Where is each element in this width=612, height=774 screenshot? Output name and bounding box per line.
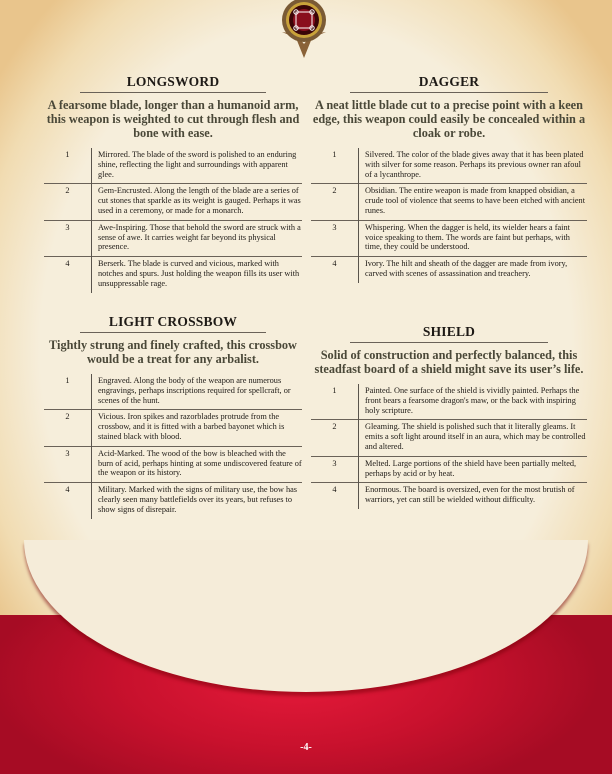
gem-emblem-icon	[272, 0, 336, 58]
roll-number: 4	[44, 483, 92, 519]
roll-number: 1	[311, 148, 359, 184]
roll-result: Gem-Encrusted. Along the length of the blade are a series of cut stones that sparkle as its weight is gauged. Perhaps it was used in a ceremony, or made for a monarch.	[92, 184, 303, 220]
roll-number: 1	[311, 384, 359, 420]
roll-result: Acid-Marked. The wood of the bow is bleached with the burn of acid, perhaps hinting at some undiscovered feature of the weapon or its history.	[92, 446, 303, 482]
section-dagger	[311, 74, 587, 283]
roll-number: 4	[311, 483, 359, 509]
table-row	[311, 220, 587, 256]
roll-result: Mirrored. The blade of the sword is polished to an enduring shine, reflecting the light and surroundings with apparent glee.	[98, 150, 297, 179]
table-row	[311, 184, 587, 220]
roll-number: 2	[311, 420, 359, 456]
divider	[350, 342, 549, 343]
table-row	[44, 446, 302, 482]
roll-result: Awe-Inspiring. Those that behold the sword are struck with a sense of awe. It carries weight far beyond its physical presence.	[92, 220, 303, 256]
table-row	[44, 374, 302, 410]
roll-table	[44, 148, 302, 293]
table-row	[311, 257, 587, 283]
roll-result: Whispering. When the dagger is held, its wielder hears a faint voice speaking to them. The words are faint but perhaps, with time, they could be understood.	[359, 220, 588, 256]
roll-number: 3	[44, 220, 92, 256]
roll-result: Berserk. The blade is curved and vicious, marked with notches and spurs. Just holding the weapon fills its user with unsuppressable rage.	[92, 257, 303, 293]
roll-number: 2	[44, 184, 92, 220]
divider	[80, 332, 266, 333]
divider	[350, 92, 549, 93]
table-row	[44, 410, 302, 446]
table-row	[44, 184, 302, 220]
section-shield	[311, 324, 587, 509]
table-row	[44, 483, 302, 519]
roll-number: 3	[311, 220, 359, 256]
section-light-crossbow	[44, 314, 302, 519]
roll-result: Melted. Large portions of the shield have been partially melted, perhaps by acid or by heat.	[359, 456, 588, 483]
section-title: SHIELD	[422, 324, 476, 339]
section-title: LIGHT CROSSBOW	[108, 314, 238, 329]
roll-result: Obsidian. The entire weapon is made from knapped obsidian, a crude tool of violence that seems to have been etched with ancient runes.	[359, 184, 588, 220]
table-row	[311, 483, 587, 509]
section-title: DAGGER	[418, 74, 480, 89]
roll-result: Engraved. Along the body of the weapon are numerous engravings, perhaps inscriptions required for spellcraft, or scenes of the hunt.	[98, 376, 291, 405]
roll-result: Ivory. The hilt and sheath of the dagger are made from ivory, carved with scenes of assassination and treachery.	[359, 257, 588, 283]
roll-number: 3	[311, 456, 359, 483]
roll-number: 4	[44, 257, 92, 293]
table-row	[44, 220, 302, 256]
roll-number: 2	[44, 410, 92, 446]
table-row	[311, 420, 587, 456]
roll-table	[311, 148, 587, 283]
section-description: Solid of construction and perfectly balanced, this steadfast board of a shield might save its user’s life.	[314, 348, 584, 376]
roll-table	[311, 384, 587, 509]
section-title: LONGSWORD	[126, 74, 220, 89]
roll-result: Military. Marked with the signs of military use, the bow has clearly seen many battlefields over its years, but refuses to show signs of disrepair.	[92, 483, 303, 519]
roll-number: 3	[44, 446, 92, 482]
table-row	[311, 384, 587, 420]
table-row	[311, 456, 587, 483]
divider	[80, 92, 266, 93]
roll-result: Painted. One surface of the shield is vividly painted. Perhaps the front bears a fearsome dragon's maw, or the back with inspiring holy scripture.	[365, 386, 580, 415]
page-number: -4-	[300, 742, 312, 753]
section-description: A neat little blade cut to a precise point with a keen edge, this weapon could easily be concealed within a cloak or robe.	[312, 98, 586, 140]
roll-number: 1	[44, 148, 92, 184]
roll-table	[44, 374, 302, 519]
roll-result: Silvered. The color of the blade gives away that it has been plated with silver for some reason. Perhaps its previous owner ran afoul of a lycanthrope.	[365, 150, 584, 179]
table-row	[44, 257, 302, 293]
table-row	[44, 148, 302, 184]
roll-result: Enormous. The board is oversized, even for the most brutish of warriors, yet can still be wielded without difficulty.	[359, 483, 588, 509]
roll-result: Vicious. Iron spikes and razorblades protrude from the crossbow, and it is fitted with a barbed bayonet which is stained black with blood.	[92, 410, 303, 446]
section-description: A fearsome blade, longer than a humanoid arm, this weapon is weighted to cut through flesh and bone with ease.	[46, 98, 300, 140]
section-longsword	[44, 74, 302, 293]
roll-result: Gleaming. The shield is polished such that it literally gleams. It emits a soft light around itself in an aura, which may be controlled and altered.	[359, 420, 588, 456]
table-row	[311, 148, 587, 184]
roll-number: 2	[311, 184, 359, 220]
section-description: Tightly strung and finely crafted, this crossbow would be a treat for any arbalist.	[49, 338, 297, 366]
roll-number: 4	[311, 257, 359, 283]
roll-number: 1	[44, 374, 92, 410]
